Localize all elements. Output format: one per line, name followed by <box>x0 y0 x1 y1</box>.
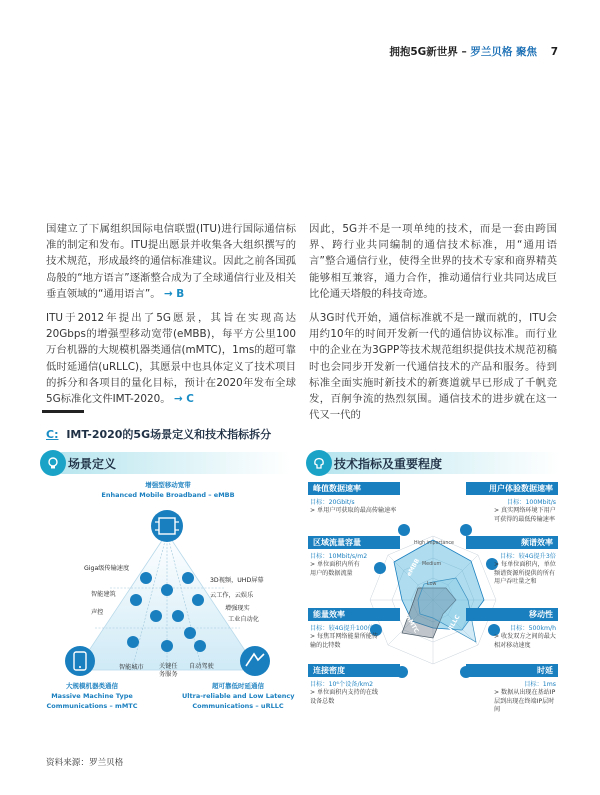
lightbulb-icon <box>40 450 66 476</box>
label-cloud: 云工作，云娱乐 <box>210 592 254 599</box>
right-paragraph-2: 从3G时代开始，通信标准就不是一蹴而就的，ITU会用约10年的时间开发新一代的通信协议标准。而行业中的企业在为3GPP等技术规范组织提供技术规范初稿时也会同步开发新一代通信技术的产品和服务。待到标准全面实施时新技术的新赛道就早已形成了千帆竞发，百舸争流的热烈氛围。通信技术的进步就在这一代又一代的 <box>309 312 557 422</box>
user-rate-icon <box>460 524 472 536</box>
right-column <box>309 221 557 431</box>
circuit-icon <box>151 510 183 542</box>
radar-high: High importance <box>414 541 454 546</box>
car-icon <box>194 640 206 652</box>
embb-label: 增强型移动宽带 Enhanced Mobile Broadband – eMBB <box>101 481 235 499</box>
label-industry: 工业自动化 <box>228 616 259 623</box>
figure-title-text: IMT-2020的5G场景定义和技术指标拆分 <box>66 428 272 441</box>
cloud-icon <box>192 594 204 606</box>
radar-low: Low <box>427 582 437 587</box>
kpi-panel <box>306 478 560 718</box>
radar-mmtc: mMTC <box>403 612 420 635</box>
left-column <box>46 221 296 415</box>
kpi-density: 连接密度 目标：10⁶个设备/km2 > 单位面积内支持的在线设备总数 <box>308 664 400 706</box>
service-icon <box>161 640 173 652</box>
brain-icon <box>306 450 332 476</box>
label-voice: 声控 <box>91 609 104 616</box>
kpi-mobility: 移动性 目标：500km/h > 收发双方之间的最大相对移动速度 <box>466 608 558 650</box>
section-rule <box>42 410 84 413</box>
scenario-header <box>40 448 290 478</box>
kpi-area-traffic: 区域流量容量 目标：10Mbit/s/m2 > 单位面积内所有用户的数据流量 <box>308 536 400 578</box>
hub-icon <box>161 584 173 596</box>
peak-rate-icon <box>398 524 410 536</box>
mmtc-label: 大规模机器类通信 Massive Machine Type Communications – mMTC <box>46 682 138 710</box>
header-title: 拥抱5G新世界 <box>389 46 458 58</box>
left-paragraph-1: 国建立了下属组织国际电信联盟(ITU)进行国际通信标准的制定和发布。ITU提出愿景并收集各大组织撰写的技术规范，形成最终的通信标准建议。因此之前各国孤岛般的“地方语言”逐渐整合成为了全球通信行业及相关垂直领域的“通用语言”。 → B <box>46 223 296 300</box>
figure-label: C: <box>46 428 59 441</box>
radar-urllc: uRLLC <box>444 613 462 636</box>
left-paragraph-2: ITU于2012年提出了5G愿景，其旨在实现高达20Gbps的增强型移动宽带(eMBB)，每平方公里100万台机器的大规模机器类通信(mMTC)，1ms的超可靠低时延通信(uRLLC)，其愿景中也具体定义了技术项目的拆分和各项目的量化目标，预计在2020年发布全球5G标准化文件IMT-2020。 → C <box>46 312 296 406</box>
figure-title <box>46 426 271 442</box>
low-latency-icon <box>240 646 270 676</box>
radar-embb: eMBB <box>405 557 422 578</box>
kpi-latency: 时延 目标：1ms > 数据从出现在基站IP层到出现在终端IP层时间 <box>466 664 558 715</box>
header-accent: 罗兰贝格 聚焦 <box>470 46 538 58</box>
page-header <box>389 44 558 59</box>
speed-icon <box>140 572 152 584</box>
label-key-service: 关键任 务服务 <box>159 663 178 678</box>
kpi-peak-rate: 峰值数据速率 目标：20Gbit/s > 单用户可获取的最高传输速率 <box>308 482 400 516</box>
page-number: 7 <box>550 46 558 58</box>
city-icon <box>127 636 139 648</box>
right-paragraph-1: 因此，5G并不是一项单纯的技术，而是一套由跨国界、跨行业共同编制的通信技术标准，用“通用语言”整合通信行业，使得全世界的技术专家和商界精英能够相互兼容，通力合作，推动通信行业共同达成巨比伦通天塔般的科技奇迹。 <box>309 223 557 300</box>
kpi-energy: 能量效率 目标：较4G提升100倍 > 每焦耳网络能量所能传输的比特数 <box>308 608 400 650</box>
urllc-label: 超可靠低时延通信 Ultra-reliable and Low Latency Communications – uRLLC <box>182 682 295 710</box>
label-video: 3D视频，UHD屏幕 <box>210 577 264 584</box>
reference-link-b[interactable]: → B <box>163 287 185 300</box>
mobile-icon <box>65 646 95 676</box>
label-smart-building: 智能建筑 <box>91 591 116 598</box>
building-icon <box>130 594 142 606</box>
label-ar: 增强现实 <box>225 605 250 612</box>
source-note: 资料来源：罗兰贝格 <box>46 758 124 768</box>
scenario-diagram <box>40 478 295 718</box>
video-icon <box>182 572 194 584</box>
ar-icon <box>172 610 184 622</box>
industry-icon <box>184 627 196 639</box>
voice-icon <box>150 610 162 622</box>
radar-medium: Medium <box>422 562 442 567</box>
header-separator: – <box>461 46 467 58</box>
kpi-user-rate: 用户体验数据速率 目标：100Mbit/s > 真实网络环境下用户可获得的最低传输速率 <box>466 482 558 524</box>
reference-link-c[interactable]: → C <box>173 393 194 406</box>
kpi-spectrum: 频谱效率 目标：较4G提升3倍 > 每单位面积内，单位频谱资源所提供的所有用户吞吐量之和 <box>466 536 558 587</box>
label-giga: Giga级传输速度 <box>84 565 130 572</box>
kpi-header <box>306 448 560 478</box>
kpi-header-label: 技术指标及重要程度 <box>326 452 560 474</box>
scenario-header-label: 场景定义 <box>60 452 290 474</box>
label-autodrive: 自动驾驶 <box>189 663 214 670</box>
label-smart-city: 智能城市 <box>119 664 144 671</box>
